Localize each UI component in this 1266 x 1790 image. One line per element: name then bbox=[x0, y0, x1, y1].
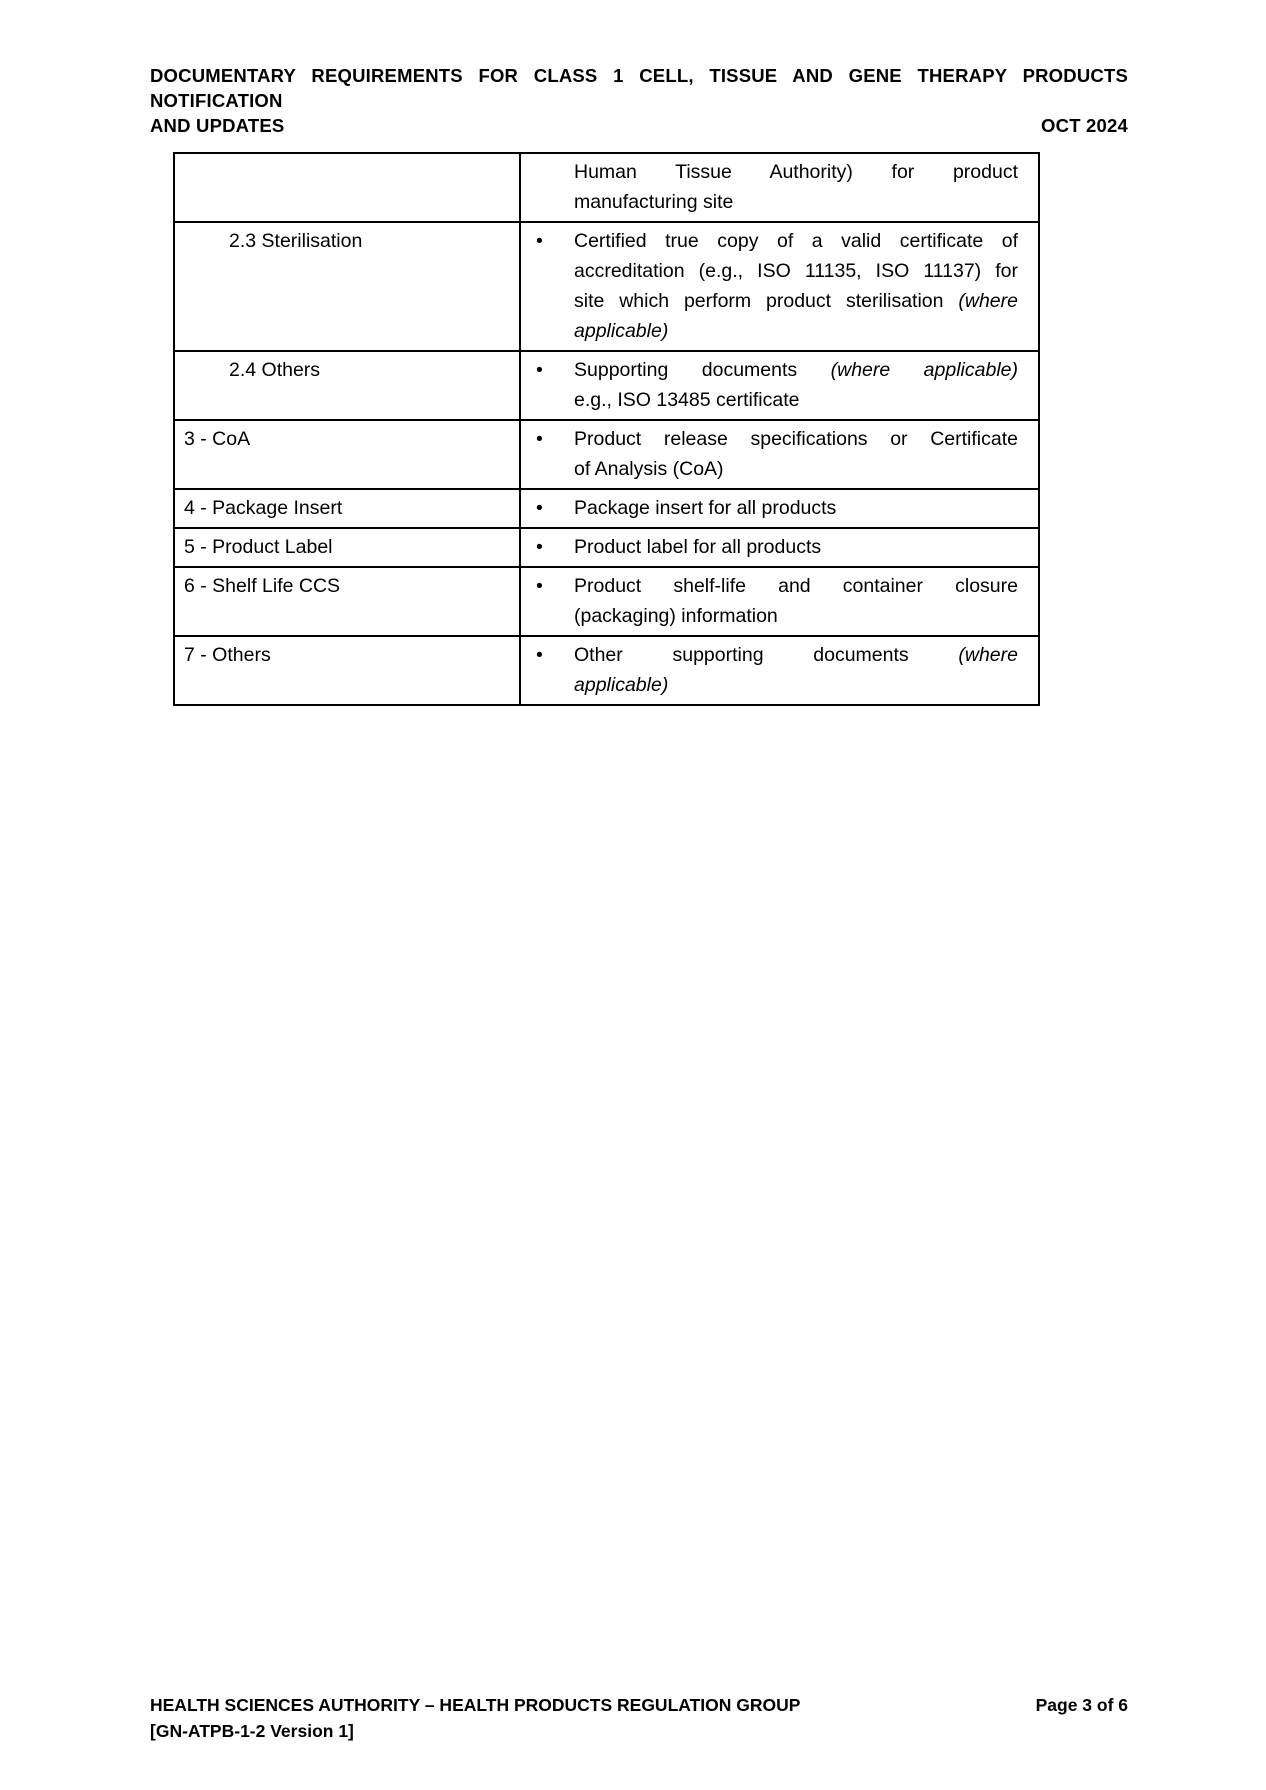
document-title-line2: AND UPDATES bbox=[150, 115, 285, 136]
row-content bbox=[520, 222, 1039, 351]
row-content-lines bbox=[574, 226, 1018, 346]
document-header bbox=[150, 63, 1128, 138]
table-row bbox=[174, 222, 1039, 351]
row-content-lines bbox=[574, 157, 1018, 217]
row-content bbox=[520, 153, 1039, 222]
table-row bbox=[174, 153, 1039, 222]
table-row bbox=[174, 351, 1039, 420]
row-label: 3 - CoA bbox=[174, 420, 520, 489]
bullet-icon: • bbox=[536, 497, 543, 519]
table-row bbox=[174, 636, 1039, 705]
table-row bbox=[174, 567, 1039, 636]
bullet-icon: • bbox=[536, 575, 543, 597]
document-title-line2-row bbox=[150, 113, 1128, 138]
row-label bbox=[174, 153, 520, 222]
row-content-lines bbox=[574, 571, 1018, 631]
table-row bbox=[174, 420, 1039, 489]
row-label: 6 - Shelf Life CCS bbox=[174, 567, 520, 636]
content-line: Certified true copy of a valid certificate of bbox=[574, 230, 1018, 252]
row-content-lines bbox=[574, 355, 1018, 415]
content-line: Supporting documents (where applicable) bbox=[574, 359, 1018, 381]
document-date: OCT 2024 bbox=[1041, 115, 1128, 136]
row-content-lines bbox=[574, 532, 1018, 562]
content-line: e.g., ISO 13485 certificate bbox=[574, 389, 800, 411]
row-content-lines bbox=[574, 640, 1018, 700]
bullet-icon: • bbox=[536, 428, 543, 450]
row-content-lines bbox=[574, 424, 1018, 484]
bullet-icon: • bbox=[536, 230, 543, 252]
bullet-icon: • bbox=[536, 536, 543, 558]
row-content-lines bbox=[574, 493, 1018, 523]
document-title-line1: DOCUMENTARY REQUIREMENTS FOR CLASS 1 CELL, TISSUE AND GENE THERAPY PRODUCTS NOTIFICATION bbox=[150, 65, 1128, 111]
document-footer bbox=[150, 1692, 1128, 1744]
row-label: 7 - Others bbox=[174, 636, 520, 705]
requirements-table bbox=[173, 152, 1040, 706]
requirements-table-body bbox=[174, 153, 1039, 705]
row-label: 2.4 Others bbox=[174, 351, 520, 420]
content-line: Other supporting documents (where bbox=[574, 644, 1018, 666]
content-line: Product label for all products bbox=[574, 536, 822, 558]
footer-doc-ref: [GN-ATPB-1-2 Version 1] bbox=[150, 1721, 354, 1741]
footer-org: HEALTH SCIENCES AUTHORITY – HEALTH PRODUCTS REGULATION GROUP bbox=[150, 1695, 801, 1715]
row-content bbox=[520, 489, 1039, 528]
bullet-icon: • bbox=[536, 359, 543, 381]
content-line: manufacturing site bbox=[574, 191, 734, 213]
content-line: Human Tissue Authority) for product bbox=[574, 161, 1018, 183]
content-line: Product shelf-life and container closure bbox=[574, 575, 1018, 597]
row-content bbox=[520, 420, 1039, 489]
footer-left bbox=[150, 1692, 800, 1744]
footer-page-number: Page 3 of 6 bbox=[1035, 1695, 1128, 1715]
content-line: Package insert for all products bbox=[574, 497, 837, 519]
row-content bbox=[520, 567, 1039, 636]
content-line: applicable) bbox=[574, 320, 669, 342]
content-line: site which perform product sterilisation (where bbox=[574, 290, 1018, 312]
row-content bbox=[520, 351, 1039, 420]
content-line: accreditation (e.g., ISO 11135, ISO 11137) for bbox=[574, 260, 1018, 282]
row-label: 5 - Product Label bbox=[174, 528, 520, 567]
content-line: Product release specifications or Certificate bbox=[574, 428, 1018, 450]
row-label: 2.3 Sterilisation bbox=[174, 222, 520, 351]
table-row bbox=[174, 528, 1039, 567]
table-row bbox=[174, 489, 1039, 528]
content-line: of Analysis (CoA) bbox=[574, 458, 724, 480]
row-content bbox=[520, 636, 1039, 705]
row-content bbox=[520, 528, 1039, 567]
content-line: applicable) bbox=[574, 674, 669, 696]
bullet-icon: • bbox=[536, 644, 543, 666]
row-label: 4 - Package Insert bbox=[174, 489, 520, 528]
content-line: (packaging) information bbox=[574, 605, 778, 627]
